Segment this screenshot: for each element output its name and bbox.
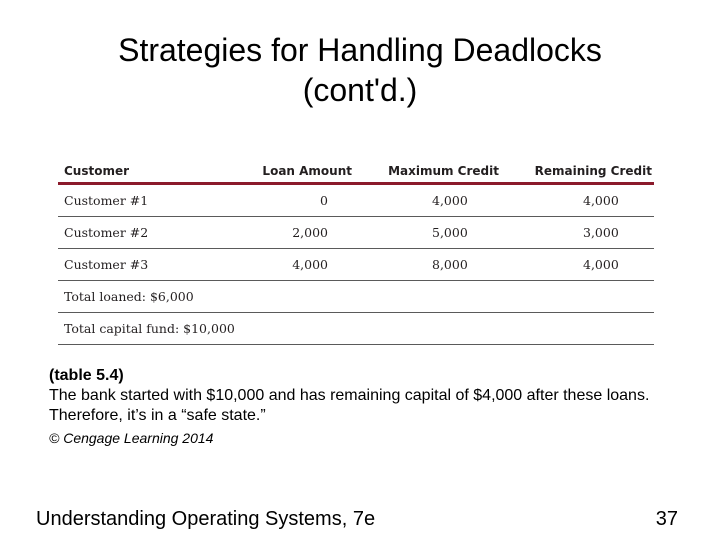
cell-loan-amount: 2,000 (292, 225, 328, 240)
cell-loan-amount: 0 (320, 193, 328, 208)
footer-book-title: Understanding Operating Systems, 7e (36, 508, 376, 530)
caption-text: The bank started with $10,000 and has remaining capital of $4,000 after these loans. Therefore, it’s in a “safe state.” (49, 387, 650, 424)
cell-maximum-credit: 8,000 (432, 257, 468, 272)
cell-remaining-credit: 4,000 (583, 193, 619, 208)
copyright-notice: © Cengage Learning 2014 (49, 430, 214, 446)
total-capital-row (58, 313, 654, 345)
slide-title-line-2: (cont'd.) (302, 72, 418, 108)
slide-title-line-1: Strategies for Handling Deadlocks (118, 32, 602, 68)
cell-customer: Customer #3 (64, 257, 149, 272)
cell-loan-amount: 4,000 (292, 257, 328, 272)
cell-customer: Customer #1 (64, 193, 149, 208)
total-capital-fund: Total capital fund: $10,000 (64, 321, 235, 336)
caption-label: (table 5.4) (49, 367, 124, 384)
cell-maximum-credit: 5,000 (432, 225, 468, 240)
table-row (58, 185, 654, 217)
total-loaned-row (58, 281, 654, 313)
header-maximum-credit: Maximum Credit (388, 164, 499, 178)
total-loaned: Total loaned: $6,000 (64, 289, 194, 304)
slide-title (0, 30, 720, 110)
footer-page-number: 37 (655, 508, 678, 530)
cell-maximum-credit: 4,000 (432, 193, 468, 208)
header-remaining-credit: Remaining Credit (534, 164, 652, 178)
header-loan-amount: Loan Amount (262, 164, 352, 178)
header-customer: Customer (64, 164, 130, 178)
table-header-row (58, 158, 654, 185)
loan-table (58, 158, 654, 345)
table-caption (49, 366, 689, 426)
cell-customer: Customer #2 (64, 225, 149, 240)
table-row (58, 217, 654, 249)
cell-remaining-credit: 4,000 (583, 257, 619, 272)
table-row (58, 249, 654, 281)
cell-remaining-credit: 3,000 (583, 225, 619, 240)
